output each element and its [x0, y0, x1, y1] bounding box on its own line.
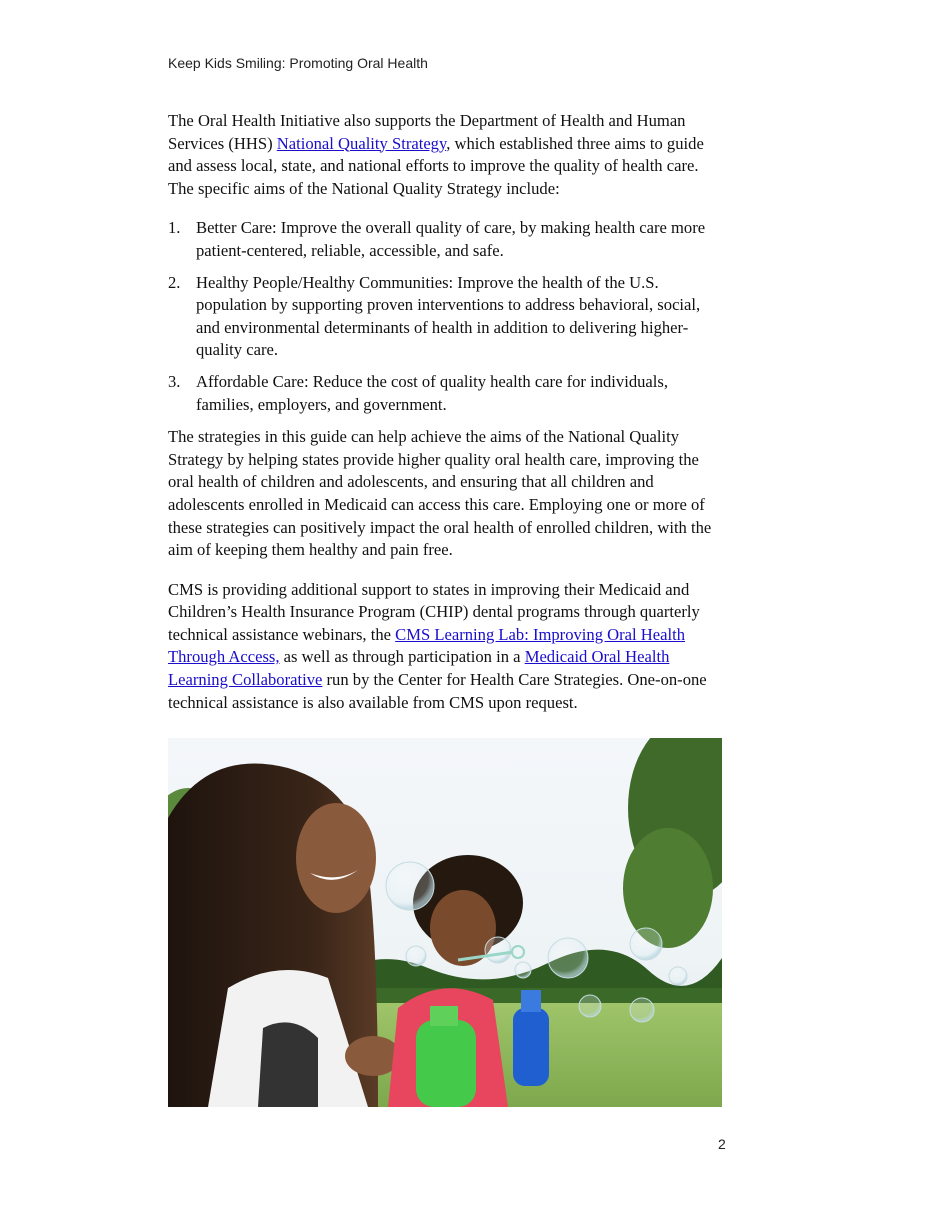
strategies-paragraph: The strategies in this guide can help achieve the aims of the National Quality Strategy by helping states provide higher quality oral health care, improving the oral health of children and adolescents, and ensuring that all children and adolescents enrolled in Medicaid can access this care. Employing one or more of these strategies can positively impact the oral health of enrolled children, with the aim of keeping them healthy and pain free.: [168, 427, 712, 560]
national-quality-strategy-link[interactable]: National Quality Strategy: [276, 133, 447, 153]
list-item: 2. Healthy People/Healthy Communities: Improve the health of the U.S. population by supporting proven interventions to address behavioral, social, and environmental determinants of health in addition to delivering higher-quality care.: [168, 272, 701, 360]
running-header: Keep Kids Smiling: Promoting Oral Health: [168, 55, 428, 71]
aims-list: [168, 217, 728, 416]
list-item: 3. Affordable Care: Reduce the cost of quality health care for individuals, families, employers, and government.: [168, 371, 668, 414]
children-blowing-bubbles-photo: [168, 738, 722, 1107]
cms-learning-lab-link[interactable]: CMS Learning Lab: Improving Oral Health Through Access,: [168, 624, 686, 667]
learning-collaborative-link[interactable]: Medicaid Oral Health Learning Collaborative: [168, 647, 670, 690]
cms-support-paragraph: CMS is providing additional support to states in improving their Medicaid and Children’s Health Insurance Program (CHIP) dental programs through quarterly technical assistance webinars, the CMS Learning Lab: Improving Oral Health Through Access, as well as through participation in a Medicaid Oral Health Learning Collaborative run by the Center for Health Care Strategies. One-on-one technical assistance is also available from CMS upon request.: [168, 579, 707, 712]
list-item: 1. Better Care: Improve the overall quality of care, by making health care more patient-centered, reliable, accessible, and safe.: [168, 218, 706, 260]
page-number: 2: [718, 1136, 726, 1152]
intro-paragraph: The Oral Health Initiative also supports the Department of Health and Human Services (HHS) National Quality Strategy, which established three aims to guide and assess local, state, and national efforts to improve the quality of health care. The specific aims of the National Quality Strategy include:: [168, 111, 704, 198]
document-body: [168, 110, 728, 714]
